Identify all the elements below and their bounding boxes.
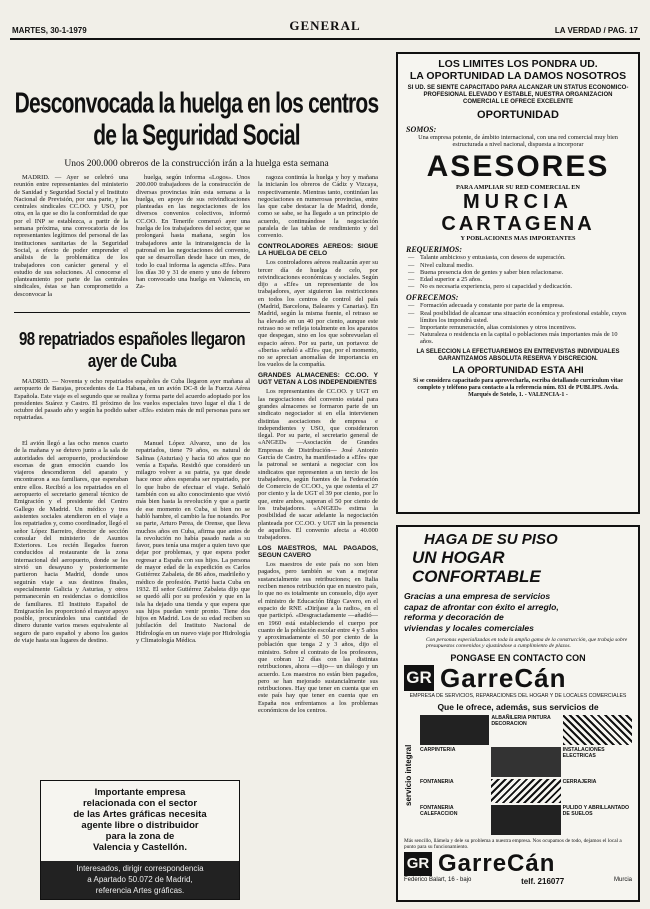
poblaciones: Y POBLACIONES MAS IMPORTANTES: [460, 235, 576, 243]
garrecan-small-print: Con personas especializadas en toda la amplia gama de la construcción, que trabaja sobre presupuestos convenidos y ajustándose a cumplimiento de plazos.: [426, 637, 628, 650]
ad-line-4: agente libre o distribuidor: [81, 820, 199, 831]
headline-2: 98 repatriados españoles llegaron: [18, 328, 246, 350]
asesores-intro: SI UD. SE SIENTE CAPACITADO PARA ALCANZAR UN STATUS ECONOMICO-PROFESIONAL ELEVADO Y ESTABLE, NUESTRA ORGANIZACION COMERCIAL LE OFRECE EXCELENTE: [407, 85, 629, 105]
garrecan-pitch-1: Gracias a una empresa de servicios: [404, 591, 551, 601]
ampliar-red: PARA AMPLIAR SU RED COMERCIAL EN: [456, 184, 580, 192]
ad-line-3: de las Artes gráficas necesita: [73, 809, 207, 820]
requerimos-list: [406, 254, 630, 290]
murcia-word: MURCIA: [463, 191, 573, 214]
garrecan-logo-mark-2: GR: [404, 852, 432, 876]
list-item: — Talante ambicioso y entusiasta, con deseos de superación.: [420, 254, 630, 261]
oportunidad-ahi: LA OPORTUNIDAD ESTA AHI: [452, 364, 584, 376]
section-title: GENERAL: [289, 18, 361, 33]
somos-text: Una empresa potente, de ámbito internacional, con una red comercial muy bien estructurada a nivel nacional, dispuesta a incorporar: [418, 134, 618, 149]
garrecan-ad: [396, 525, 640, 902]
service-icon: [491, 747, 560, 777]
subhead-controladores: CONTROLADORES AEREOS: SIGUE LA HUELGA DE CELO: [258, 242, 378, 257]
list-item: — Naturaleza o residencia en la capital o poblaciones más importantes más de 10 años.: [420, 331, 630, 345]
servicio-integral-vertical: servicio integral: [404, 744, 413, 806]
seleccion: LA SELECCION LA EFECTUAREMOS EN ENTREVISTAS INDIVIDUALES GARANTIZAMOS ABSOLUTA RESERVA Y DISCRECION.: [416, 348, 620, 362]
le-ofrece: Que le ofrece, además, sus servicios de: [437, 701, 599, 712]
story1-col3: ragoza continúa la huelga y hoy y mañana la iniciarán los obreros de Cádiz y Vizcaya, respectivamente. Mientras tanto, continúan las negociaciones en numerosas provincias, entre las que cabe destacar la de Madrid, donde, como se sabe, se ha llegado a un principio de acuerdo, continuándose la negociación paralela de las tablas de rendimiento y del convenio. CONTROLADORES AEREOS: SIGUE LA HUELGA DE CELO Los controladores aéreos realizarán ayer su tercer día de huelga de celo, por reivindicaciones económicas y sociales. Según dijo a «Efe» un representante de los trabajadores, ayer siguieron las restricciones en todos los centros de control del país (Madrid, Barcelona, Baleares y Canarias). En Madrid, según la misma fuente, el retraso se ha elevado en un 40 por ciento, aunque este retraso no se refleja totalmente en los aparatos que despegan, sino en los que sobrevuelan el espacio aéreo. Por su parte, un portavoz de «Iberia» señaló a «Efe» que, por el momento, no se aprecian anomalías de importancia en los vuelos de la compañía. GRANDES ALMACENES: CC.OO. Y UGT VETAN A LOS INDEPENDIENTES Los representantes de CC.OO. y UGT en las negociaciones del convenio estatal para grandes almacenes se formaron parte de un sindicato negociador si en ella intervienen distintas asociaciones de empresa e independientes y USO, que consideraron ilegal. Por su parte, el secretario general de «ANGED» —Asociación de Grandes Empresas de Distribución— José Antonio García de Castro, ha manifestado a «Efe» que la patronal se sentará a negociar con los sindicatos que representen a un tercio de los trabajadores, según fuentes de la Federación de Comercio de CC.OO., ya que ostenta el 27 por ciento y la de UGT el 39 por ciento, por lo que, entre ambos, superan el 50 por ciento de los trabajadores. «ANGED» estima la posibilidad de sacar adelante la negociación planteada por CC.OO. y UGT sin la presencia de aquellos. El convenio afecta a 40.000 trabajadores. LOS MAESTROS, MAL PAGADOS, SEGUN CAVERO Los maestros de este país no son bien pagados, pero también se van a mejorar sustancialmente sus retribuciones; en Italia reciben menos retribución que en nuestro país, lo que no es totalmente un consuelo, dijo ayer el ministro de Educación Iñigo Cavero, en el espacio de RNE «Diríjase a la radio», en el que participó. «Desgraciadamente —añadió— en 1960 está estableciendo el cuerpo por cuanto de la población escolar entre 4 y 5 años y aproximadamente el 50 por ciento de la población que tenga 2 y 3 años, dijo el ministro. Sobre el contrato de los profesores, que cobran 12 días con las distintas retribuciones, ahora —dijo— un diálogo y un acuerdo. Los maestros no están bien pagados, pero se han mejorado sustancialmente sus retribuciones. Hay que tener en cuenta que en este país hay que tener en cuenta que en España nos enfrentamos a los problemas económicos de los centros.: [258, 174, 378, 715]
garrecan-pitch-4: viviendas y locales comerciales: [404, 622, 534, 633]
service-label: CERRAJERIA: [562, 778, 597, 785]
list-item: — Formación adecuada y constante por parte de la empresa.: [420, 302, 630, 309]
subheadline: Unos 200.000 obreros de la construcción irán a la huelga esta semana: [64, 159, 329, 169]
garrecan-city: Murcia: [613, 876, 632, 883]
asesores-big: ASESORES: [426, 150, 610, 184]
somos-label: SOMOS:: [406, 125, 437, 134]
ad-line-2: relacionada con el sector: [82, 798, 198, 809]
story2-col1: El avión llegó a las ocho menos cuarto de la mañana y se detuvo junto a la sala de autoridades del aeropuerto, produciéndose escenas de gran emoción cuando los viajeros descendieron del aparato y encontraron a sus familiares, que esperaban entre ellos. Recibió a los repatriados en el aeropuerto el secretario general técnico de Emigración y el presidente del Centro Gallego de Madrid. Un médico y tres asistentes sociales atendieron en el viaje a los repatriados y, como coordinador, llegó el señor López Barreiro, director de sección consular del ministerio de Asuntos Exteriores. Los recién llegados fueron conducidos al restaurante de la zona internacional del aeropuerto, donde se les sirvió un desayuno y posteriormente partieron hacia Madrid, donde unos seguirán viaje a sus destinos finales, especialmente Galicia y Asturias, y otros permanecerán en residencias o domicilios de familiares. El Instituto Español de Emigración les proporcionó el mayor apoyo posible, procurándoles una cantidad de dinero durante varios meses equivalente al seguro de paro español y abono los gastos de viaje hasta sus lugares de destino.: [14, 440, 128, 645]
service-label: INSTALACIONES ELECTRICAS: [562, 746, 605, 759]
pongase-contacto: PONGASE EN CONTACTO CON: [450, 652, 586, 663]
service-icon: [491, 779, 560, 803]
ad-line-1: Importante empresa: [94, 787, 186, 798]
services-grid: [420, 715, 632, 835]
garrecan-logo: GarreCán: [440, 662, 567, 693]
service-label: PULIDO Y ABRILLANTADO DE SUELOS: [562, 804, 630, 817]
service-label: FONTANERIA CALEFACCION: [420, 804, 458, 817]
story1-col1: MADRID. — Ayer se celebró una reunión entre representantes del ministerio de Sanidad y Seguridad Social y el Instituto Nacional de Previsión, por una parte, y las centrales sindicales CC.OO. y USO, por otra, en la que se dio la conformidad de que por el INP se establezca, a partir de la semana próxima, una convocatoria de los representantes legítimos del personal de las instituciones sanitarias de la Seguridad Social, a efecto de poder emprender el análisis de la problemática de los trabajadores con carácter general y el estudio de sus soluciones. Al conocerse el planteamiento por parte de las centrales sindicales, éstas se han comprometido a desconvocar la: [14, 174, 128, 298]
asesores-contact: Si se considera capacitado para aprovecharla, escriba detallando currículum vitae completo y teléfono para contacto a la referencia núm. 831 de PUBLIPS. Avda. Marqués de Sotelo, 1. - VALENCIA-1 -: [413, 377, 623, 398]
service-label: CARPINTERIA: [420, 746, 456, 753]
requerimos-label: REQUERIMOS:: [406, 245, 463, 255]
list-item: — Buena presencia don de gentes y saber bien relacionarse.: [420, 269, 630, 276]
list-item: — Edad superior a 25 años.: [420, 276, 630, 283]
header-rule: [10, 38, 640, 40]
list-item: — Nivel cultural medio.: [420, 262, 630, 269]
artes-graficas-ad: [40, 780, 240, 900]
headline-1b: de la Seguridad Social: [93, 120, 300, 152]
list-item: — Real posibilidad de alcanzar una situación económica y profesional estable, cuyos límites los impondrá usted.: [420, 310, 630, 324]
ofrecemos-label: OFRECEMOS:: [406, 293, 459, 303]
asesores-title-1: LOS LIMITES LOS PONDRA UD.: [438, 58, 598, 70]
story1-col2: huelga, según informa «Logos». Unos 200.000 trabajadores de la construcción de diversas provincias irán esta semana a la huelga, en apoyo de sus reivindicaciones planteadas en las negociaciones de los diversos convenios colectivos, informó CC.OO. En Tenerife comenzó ayer una huelga de los trabajadores del sector, que se prolongará hasta mañana, según los trabajadores ante la intransigencia de la patronal en las negociaciones del convenio, que se desarrollan desde hace un mes, de todo lo cual informa la agencia «Efe». Para los días 30 y 31 de enero y uno de febrero han convocado una huelga en Valencia, en Za-: [136, 174, 250, 291]
story-divider: [14, 312, 250, 313]
empresa-servicios: EMPRESA DE SERVICIOS, REPARACIONES DEL HOGAR Y DE LOCALES COMERCIALES: [409, 692, 627, 699]
story2-col2: Manuel López Alvarez, uno de los repatriados, tiene 79 años, es natural de Salinas (Asturias) y hacía 60 años que no venía a España. Residió que consideró un milagro volver a su patria, ya que desde hace once años esperaba ser repatriado, por lo que hubo de efectuar el viaje. Señaló también con su alto conocimiento que vivió más bien hasta la revolución y que a partir de ese momento en Cuba, si bien no se habló hambre, el cambio la fue notando. Por su parte, Arturo Perea, de Orense, que lleva muchos años en Cuba, afirma que antes de la revolución no había pasado nada a su favor, pues tenía una mujer a quien tuvo que dejar por problemas, y que espera poder regresar a España con sus hijos. La persona de mayor edad de la expedición es Carlos Gutiérrez Zabaleta, de 86 años, madrileño y médico de profesión. Partió hacia Cuba en 1932. El señor Gutiérrez Zabaleta dijo que se quedó allí por su profesión y que en la isla ha dejado una tienda y que espera que sus hijos puedan venir pronto. Tiene dos hijos en Madrid. Los de su edad reciben su jubilación del Instituto Nacional de Hidrología en un nuevo viaje por Hidrología y Climatología Médica.: [136, 440, 250, 645]
ad-line-6: Valencia y Castellón.: [93, 842, 187, 853]
issue-date: MARTES, 30-1-1979: [12, 26, 87, 35]
ofrecemos-list: [406, 302, 630, 345]
service-label: FONTANERIA: [420, 778, 454, 785]
service-icon: [491, 805, 560, 835]
asesores-title-2: LA OPORTUNIDAD LA DAMOS NOSOTROS: [409, 70, 627, 82]
garrecan-headline-2: UN HOGAR CONFORTABLE: [412, 548, 541, 586]
headline-1: Desconvocada la huelga en los centros: [14, 88, 379, 120]
subhead-almacenes: GRANDES ALMACENES: CC.OO. Y UGT VETAN A LOS INDEPENDIENTES: [258, 371, 378, 387]
list-item: — Importante remuneración, altas comisiones y otros incentivos.: [420, 324, 630, 331]
list-item: — No es necesaria experiencia, pero si capacidad y dedicación.: [420, 283, 630, 290]
garrecan-headline-1: HAGA DE SU PISO: [424, 531, 558, 548]
garrecan-address: Federico Balart, 16 - bajo: [404, 876, 472, 883]
garrecan-footer-note: Más sencillo, llámela y dele su problema a nuestra empresa. Nos ocupamos de todo, dejamos el local a punto para su funcionamiento.: [404, 837, 622, 850]
ad-contact-band: Interesados, dirigir correspondencia a Apartado 50.072 de Madrid, referencia Artes gráficas.: [41, 861, 239, 899]
garrecan-phone: telf. 216077: [521, 876, 565, 886]
page-number: LA VERDAD / PAG. 17: [554, 26, 638, 35]
headline-2b: ayer de Cuba: [87, 350, 177, 372]
garrecan-logo-2: GarreCán: [438, 849, 556, 877]
service-icon: [420, 715, 489, 745]
ad-line-5: para la zona de: [105, 831, 175, 842]
service-label: ALBAÑILERIA PINTURA DECORACION: [491, 714, 551, 727]
oportunidad-heading: OPORTUNIDAD: [477, 109, 559, 121]
subhead-maestros: LOS MAESTROS, MAL PAGADOS, SEGUN CAVERO: [258, 544, 378, 559]
cartagena-word: CARTAGENA: [441, 213, 595, 236]
garrecan-logo-mark: GR: [404, 665, 434, 691]
story2-lead: MADRID. — Noventa y ocho repatriados españoles de Cuba llegaron ayer mañana al aeropuerto de Barajas, procedentes de La Habana, en un avión DC-8 de la Fuerza Aérea Española. Este viaje es el segundo que se realiza y forma parte del acuerdo adoptado por los presidentes Suárez y Castro. El próximo de los vuelos especiales tuvo lugar el día 1 de octubre del pasado año y según ha podido saber «Efe» existen más de mil personas para ser repatriadas.: [14, 378, 250, 422]
asesores-ad: [396, 52, 640, 514]
garrecan-pitch-3: reforma y decoración de: [404, 612, 504, 622]
garrecan-pitch-2: capaz de afrontar con éxito el arreglo,: [404, 601, 559, 612]
service-icon: [563, 715, 632, 745]
